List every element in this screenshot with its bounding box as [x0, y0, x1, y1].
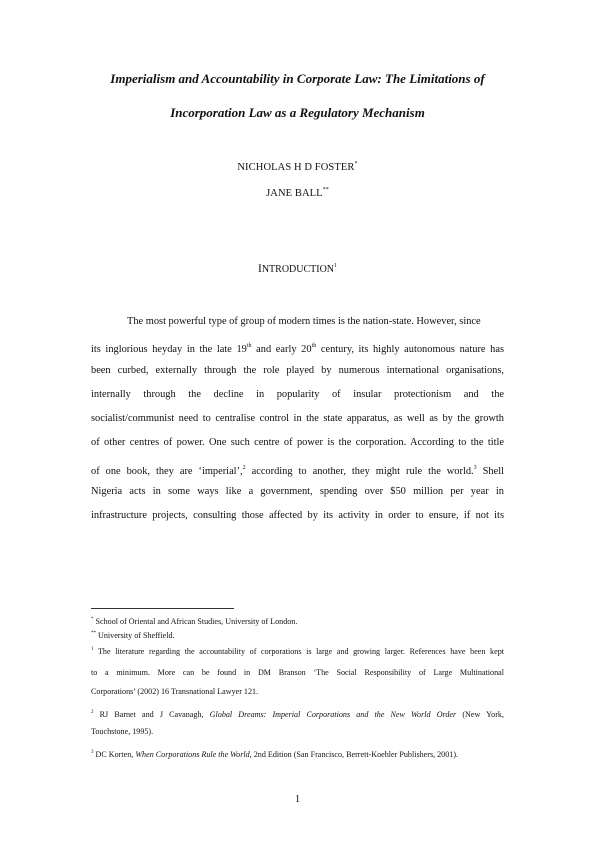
- footnote-text: Corporations’ (2002) 16 Transnational Lawyer 121.: [91, 687, 259, 696]
- body-text: infrastructure projects, consulting those affected by its activity in order to ensure, if not its: [91, 510, 504, 521]
- footnote: [91, 748, 504, 760]
- footnote-mark: **: [91, 631, 96, 636]
- footnote: [91, 645, 504, 657]
- footnote-ref[interactable]: 3: [473, 465, 477, 471]
- body-line: [91, 486, 504, 498]
- page-number: 1: [294, 794, 301, 805]
- cited-work-title: When Corporations Rule the World: [135, 750, 250, 759]
- body-text: The most powerful type of group of modern times is the nation-state. However, since: [127, 316, 481, 327]
- footnote-text: DC Korten,: [93, 750, 136, 759]
- footnote-text: to a minimum. More can be found in DM Branson ‘The Social Responsibility of Large Multinational: [91, 668, 504, 677]
- footnote-continued: [91, 727, 504, 737]
- body-line: [91, 437, 504, 449]
- body-line: [91, 389, 504, 401]
- author-name: NICHOLAS H D FOSTER: [237, 162, 355, 173]
- paper-title-line-2: Incorporation Law as a Regulatory Mechanism: [170, 105, 425, 120]
- author-name: JANE BALL: [266, 188, 323, 199]
- section-heading: [0, 263, 595, 275]
- body-line: [91, 365, 504, 377]
- footnote-continued: [91, 687, 504, 697]
- body-text: and early 20: [251, 344, 312, 355]
- footnote-text: , 2nd Edition (San Francisco, Berrett-Koehler Publishers, 2001).: [249, 750, 459, 759]
- body-text: of other centres of power. One such centre of power is the corporation. According to the title: [91, 437, 504, 448]
- cited-work-title: Global Dreams: Imperial Corporations and the New World Order: [209, 710, 457, 719]
- footnote: [91, 708, 504, 720]
- footnote-mark: 3: [91, 750, 94, 755]
- body-text: been curbed, externally through the role played by numerous international organisations,: [91, 365, 504, 376]
- footnote-ref[interactable]: 2: [242, 465, 246, 471]
- footnote-continued: [91, 668, 504, 678]
- footnote: [91, 615, 504, 627]
- footnote-mark: 2: [91, 710, 94, 715]
- body-text: of one book, they are ‘imperial’,: [91, 466, 243, 477]
- footnote: [91, 629, 504, 641]
- heading-footnote-mark: 1: [334, 263, 338, 269]
- footnote-text: (New York,: [456, 710, 504, 719]
- footnote-text: The literature regarding the accountability of corporations is large and growing larger. References have been kept: [93, 647, 504, 656]
- footnote-text: RJ Barnet and J Cavanagh,: [93, 710, 210, 719]
- body-text: century, its highly autonomous nature has: [316, 344, 505, 355]
- body-text: socialist/communist need to centralise control in the state apparatus, as well as by the growth: [91, 413, 504, 424]
- footnote-separator: [91, 608, 234, 609]
- body-text: internally through the decline in popularity of insular protectionism and the: [91, 389, 504, 400]
- footnote-mark: *: [91, 617, 94, 622]
- heading-rest: NTRODUCTION: [261, 264, 335, 275]
- body-line: [91, 340, 504, 356]
- body-line: [127, 316, 504, 328]
- body-line: [91, 462, 504, 478]
- body-text: Shell: [476, 466, 504, 477]
- heading-initial: I: [257, 263, 262, 275]
- author-footnote-mark: **: [322, 187, 329, 193]
- footnote-text: Touchstone, 1995).: [91, 727, 154, 736]
- body-text: according to another, they might rule the world.: [245, 466, 474, 477]
- footnote-text: School of Oriental and African Studies, University of London.: [93, 617, 298, 626]
- superscript: th: [246, 343, 252, 349]
- footnote-mark: 1: [91, 647, 94, 652]
- superscript: th: [311, 343, 317, 349]
- body-text: Nigeria acts in some ways like a government, spending over $50 million per year in: [91, 486, 504, 497]
- body-text: its inglorious heyday in the late 19: [91, 344, 247, 355]
- footnote-text: University of Sheffield.: [96, 631, 175, 640]
- paper-title-line-1: Imperialism and Accountability in Corporate Law: The Limitations of: [110, 71, 485, 86]
- author-footnote-mark: *: [354, 161, 358, 167]
- author-2: [0, 187, 595, 199]
- body-line: [91, 510, 504, 522]
- body-line: [91, 413, 504, 425]
- author-1: [0, 161, 595, 173]
